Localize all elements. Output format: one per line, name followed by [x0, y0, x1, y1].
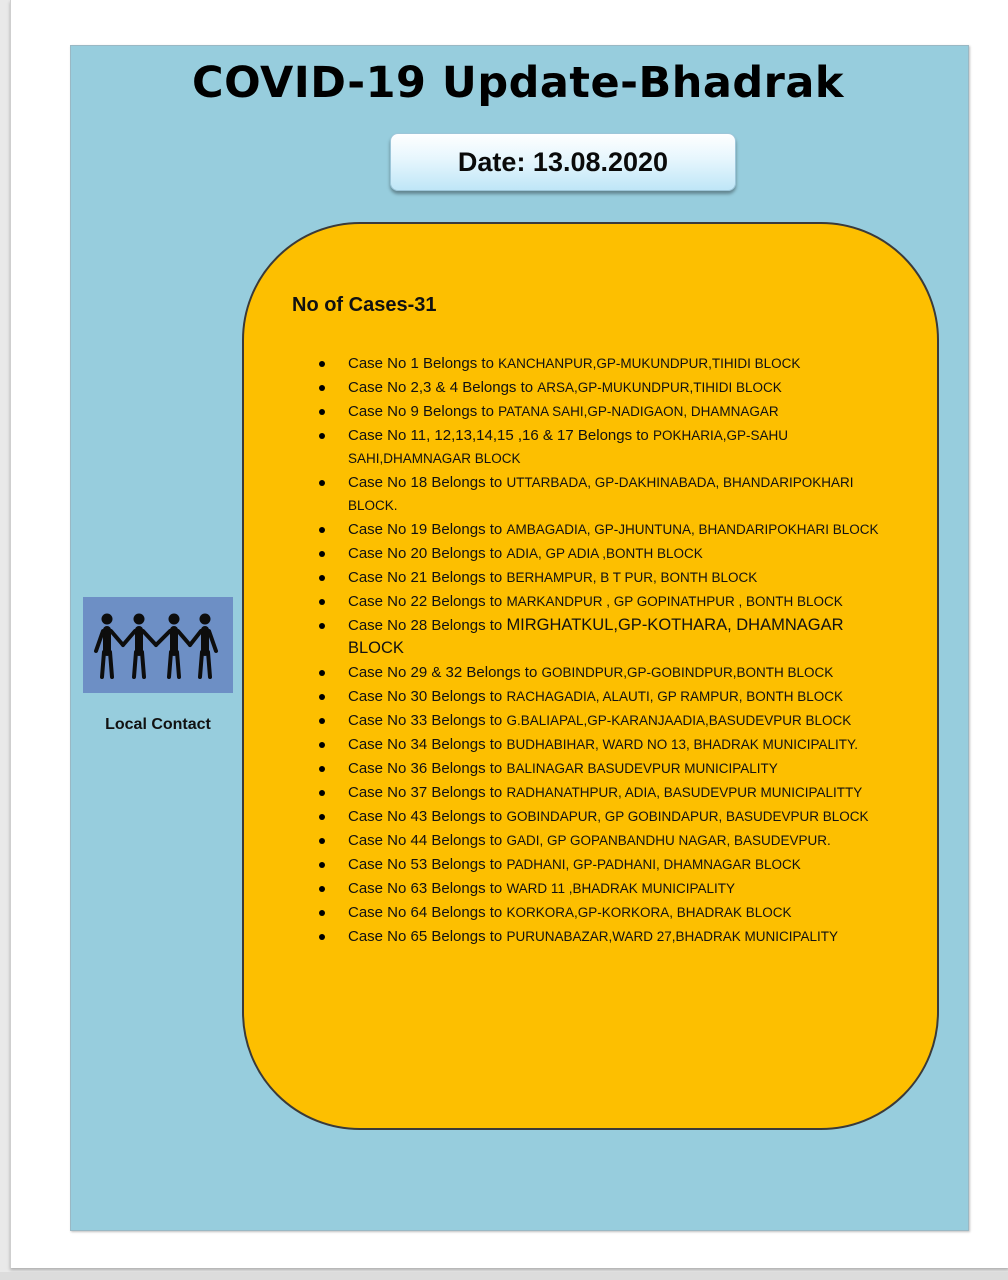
case-item: Case No 22 Belongs to MARKANDPUR , GP GOPINATHPUR , BONTH BLOCK [348, 590, 904, 613]
case-item: Case No 64 Belongs to KORKORA,GP-KORKORA, BHADRAK BLOCK [348, 901, 904, 924]
case-item: Case No 28 Belongs to MIRGHATKUL,GP-KOTHARA, DHAMNAGAR BLOCK [348, 614, 904, 660]
case-item: Case No 33 Belongs to G.BALIAPAL,GP-KARANJAADIA,BASUDEVPUR BLOCK [348, 709, 904, 732]
local-contact-image [83, 597, 233, 693]
date-label: Date: 13.08.2020 [457, 146, 669, 177]
local-contact-label: Local Contact [105, 716, 211, 733]
cases-panel [242, 222, 939, 1130]
case-item: Case No 2,3 & 4 Belongs to ARSA,GP-MUKUNDPUR,TIHIDI BLOCK [348, 376, 904, 399]
cases-heading: No of Cases-31 [292, 294, 437, 316]
case-item: Case No 18 Belongs to UTTARBADA, GP-DAKHINABADA, BHANDARIPOKHARI BLOCK. [348, 471, 904, 517]
case-item: Case No 43 Belongs to GOBINDAPUR, GP GOBINDAPUR, BASUDEVPUR BLOCK [348, 805, 904, 828]
people-holding-hands-icon [83, 597, 233, 693]
case-item: Case No 21 Belongs to BERHAMPUR, B T PUR, BONTH BLOCK [348, 566, 904, 589]
case-item: Case No 1 Belongs to KANCHANPUR,GP-MUKUNDPUR,TIHIDI BLOCK [348, 352, 904, 375]
case-item: Case No 37 Belongs to RADHANATHPUR, ADIA, BASUDEVPUR MUNICIPALITTY [348, 781, 904, 804]
case-item: Case No 63 Belongs to WARD 11 ,BHADRAK MUNICIPALITY [348, 877, 904, 900]
case-item: Case No 30 Belongs to RACHAGADIA, ALAUTI, GP RAMPUR, BONTH BLOCK [348, 685, 904, 708]
case-item: Case No 9 Belongs to PATANA SAHI,GP-NADIGAON, DHAMNAGAR [348, 400, 904, 423]
poster-title: COVID-19 Update-Bhadrak [192, 58, 844, 108]
case-item: Case No 11, 12,13,14,15 ,16 & 17 Belongs to POKHARIA,GP-SAHU SAHI,DHAMNAGAR BLOCK [348, 424, 904, 470]
case-item: Case No 19 Belongs to AMBAGADIA, GP-JHUNTUNA, BHANDARIPOKHARI BLOCK [348, 518, 904, 541]
case-item: Case No 65 Belongs to PURUNABAZAR,WARD 27,BHADRAK MUNICIPALITY [348, 925, 904, 948]
viewer-bottom-edge [0, 1272, 1008, 1280]
case-item: Case No 34 Belongs to BUDHABIHAR, WARD NO 13, BHADRAK MUNICIPALITY. [348, 733, 904, 756]
case-item: Case No 44 Belongs to GADI, GP GOPANBANDHU NAGAR, BASUDEVPUR. [348, 829, 904, 852]
case-item: Case No 20 Belongs to ADIA, GP ADIA ,BONTH BLOCK [348, 542, 904, 565]
date-box [390, 133, 736, 191]
case-item: Case No 29 & 32 Belongs to GOBINDPUR,GP-GOBINDPUR,BONTH BLOCK [348, 661, 904, 684]
case-item: Case No 36 Belongs to BALINAGAR BASUDEVPUR MUNICIPALITY [348, 757, 904, 780]
case-list [348, 352, 904, 949]
case-item: Case No 53 Belongs to PADHANI, GP-PADHANI, DHAMNAGAR BLOCK [348, 853, 904, 876]
